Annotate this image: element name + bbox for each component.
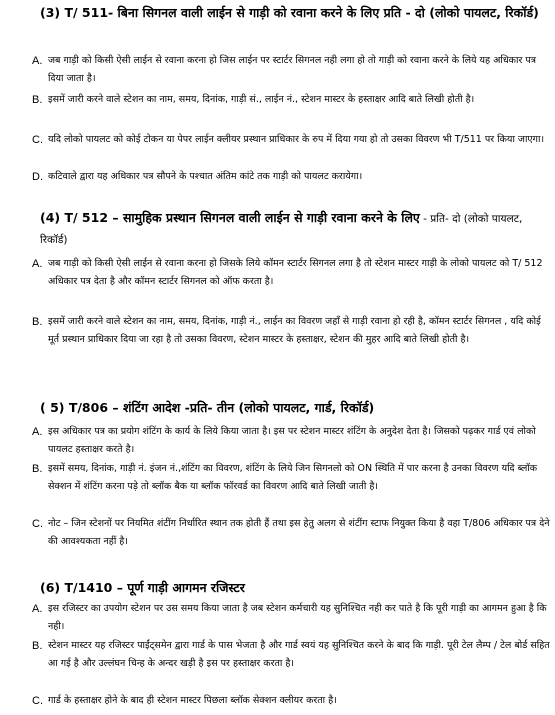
item-text: इसमें जारी करने वाले स्टेशन का नाम, समय, दिनांक, गाड़ी नं., लाईन का विवरण जहाँ से गाड़ी रवाना हो रही है, कॉमन स्टार्टर सिगनल , यदि कोई मूर्त प्रस्थान प्राधिकार दिया जा रहा है तो उसका विवरण, स्टेशन मास्टर के हस्ताक्षर, स्टेशन की मुहर आदि बाते लिखी होती है। <box>48 316 541 345</box>
list-item <box>32 423 552 459</box>
list-item <box>32 637 552 673</box>
list-item <box>32 692 552 710</box>
item-letter: B. <box>32 463 43 475</box>
item-letter: C. <box>32 518 43 530</box>
list-item <box>32 313 552 349</box>
item-text: जब गाड़ी को किसी ऐसी लाईन से रवाना करना हो जिस लाईन पर स्टार्टर सिगनल नही लगा हो तो गाड़ी को रवाना करने के लिये यह अधिकार पत्र दिया जाता है। <box>48 55 536 84</box>
list-item <box>32 515 552 551</box>
item-letter: C. <box>32 134 43 146</box>
section-heading-t806 <box>40 398 548 419</box>
list-item <box>32 91 552 109</box>
item-text: नोट – जिन स्टेशनों पर नियमित शंटींग निर्धारित स्थान तक होती हैं तथा इस हेतु अलग से शंटींग स्टाफ नियुक्त किया है वहा T/806 अधिकार पत्र देने की आवश्यकता नहीं है। <box>48 518 550 547</box>
section-heading-tail: - प्रति- दो (लोको पायलट, रिकॉर्ड) <box>40 213 523 246</box>
item-text: इस रजिस्टर का उपयोग स्टेशन पर उस समय किया जाता है जब स्टेशन कर्मचारी यह सुनिश्चित नही कर पाते है कि पूरी गाड़ी का आगमन हुआ है कि नही। <box>48 603 547 632</box>
section-heading-text: ( 5) T/806 – शंटिंग आदेश -प्रति- तीन (लोको पायलट, गार्ड, रिकॉर्ड) <box>40 400 375 415</box>
section-heading-text: (3) T/ 511- बिना सिगनल वाली लाईन से गाड़ी को रवाना करने के लिए प्रति - दो (लोको पायलट, रिकॉर्ड) <box>40 5 539 20</box>
section-heading-t1410 <box>40 578 548 599</box>
section-heading-text: (4) T/ 512 – सामुहिक प्रस्थान सिगनल वाली लाईन से गाड़ी रवाना करने के लिए <box>40 210 420 225</box>
item-letter: A. <box>32 258 43 270</box>
list-item <box>32 255 552 291</box>
section-heading-text: (6) T/1410 – पूर्ण गाड़ी आगमन रजिस्टर <box>40 580 245 595</box>
item-letter: A. <box>32 426 43 438</box>
item-text: जब गाड़ी को किसी ऐसी लाईन से रवाना करना हो जिसके लिये कॉमन स्टार्टर सिगनल लगा है तो स्टेशन मास्टर गाड़ी के लोको पायलट को T/ 512 अधिकार पत्र देता है और कॉमन स्टार्टर सिगनल को ऑफ करता है। <box>48 258 543 287</box>
item-letter: B. <box>32 640 43 652</box>
list-item <box>32 460 552 496</box>
item-letter: A. <box>32 55 43 67</box>
list-item <box>32 600 552 636</box>
list-item <box>32 168 552 186</box>
item-text: कटिवाले द्वारा यह अधिकार पत्र सौपने के पश्चात अंतिम कांटे तक गाड़ी को पायलट करायेगा। <box>48 171 363 182</box>
item-text: इस अधिकार पत्र का प्रयोग शंटिंग के कार्य के लिये किया जाता है। इस पर स्टेशन मास्टर शंटिंग के अनुदेश देता है। जिसको पढ़कर गार्ड एवं लोको पायलट हस्ताक्षर करते है। <box>48 426 536 455</box>
item-letter: A. <box>32 603 43 615</box>
list-item <box>32 131 552 149</box>
item-text: यदि लोको पायलट को कोई टोकन या पेपर लाईन क्लीयर प्रस्थान प्राधिकार के रुप में दिया गया हो तो उसका विवरण भी T/511 पर किया जाएगा। <box>48 134 545 145</box>
section-heading-t512 <box>40 208 548 250</box>
item-letter: B. <box>32 94 43 106</box>
item-text: स्टेशन मास्टर यह रजिस्टर पाईंट्समेन द्वारा गार्ड के पास भेजता है और गार्ड स्वयं यह सुनिश्चित करने के बाद कि गाड़ी. पूरी टेल लैम्प / टेल बोर्ड सहित आ गई है और उल्लंघन चिन्ह के अन्दर खड़ी है इस पर हस्ताक्षर करता है। <box>48 640 550 669</box>
item-letter: B. <box>32 316 43 328</box>
item-letter: D. <box>32 171 43 183</box>
list-item <box>32 52 552 88</box>
item-text: इसमें समय, दिनांक, गाड़ी नं. इंजन नं.,शंटिंग का विवरण, शंटिंग के लिये जिन सिगनलो को ON स्थिति में पार करना है उनका विवरण यदि ब्लॉक सेक्शन में शंटिंग करना पड़े तो ब्लॉक बैक या ब्लॉक फॉरवर्ड का विवरण आदि बाते लिखी जाती है। <box>48 463 538 492</box>
item-text: इसमें जारी करने वाले स्टेशन का नाम, समय, दिनांक, गाड़ी सं., लाईन नं., स्टेशन मास्टर के हस्ताक्षर आदि बाते लिखी होती है। <box>48 94 475 105</box>
section-heading-t511 <box>40 3 548 24</box>
item-text: गार्ड के हस्ताक्षर होने के बाद ही स्टेशन मास्टर पिछला ब्लॉक सेक्शन क्लीयर करता है। <box>48 695 337 706</box>
item-letter: C. <box>32 695 43 707</box>
